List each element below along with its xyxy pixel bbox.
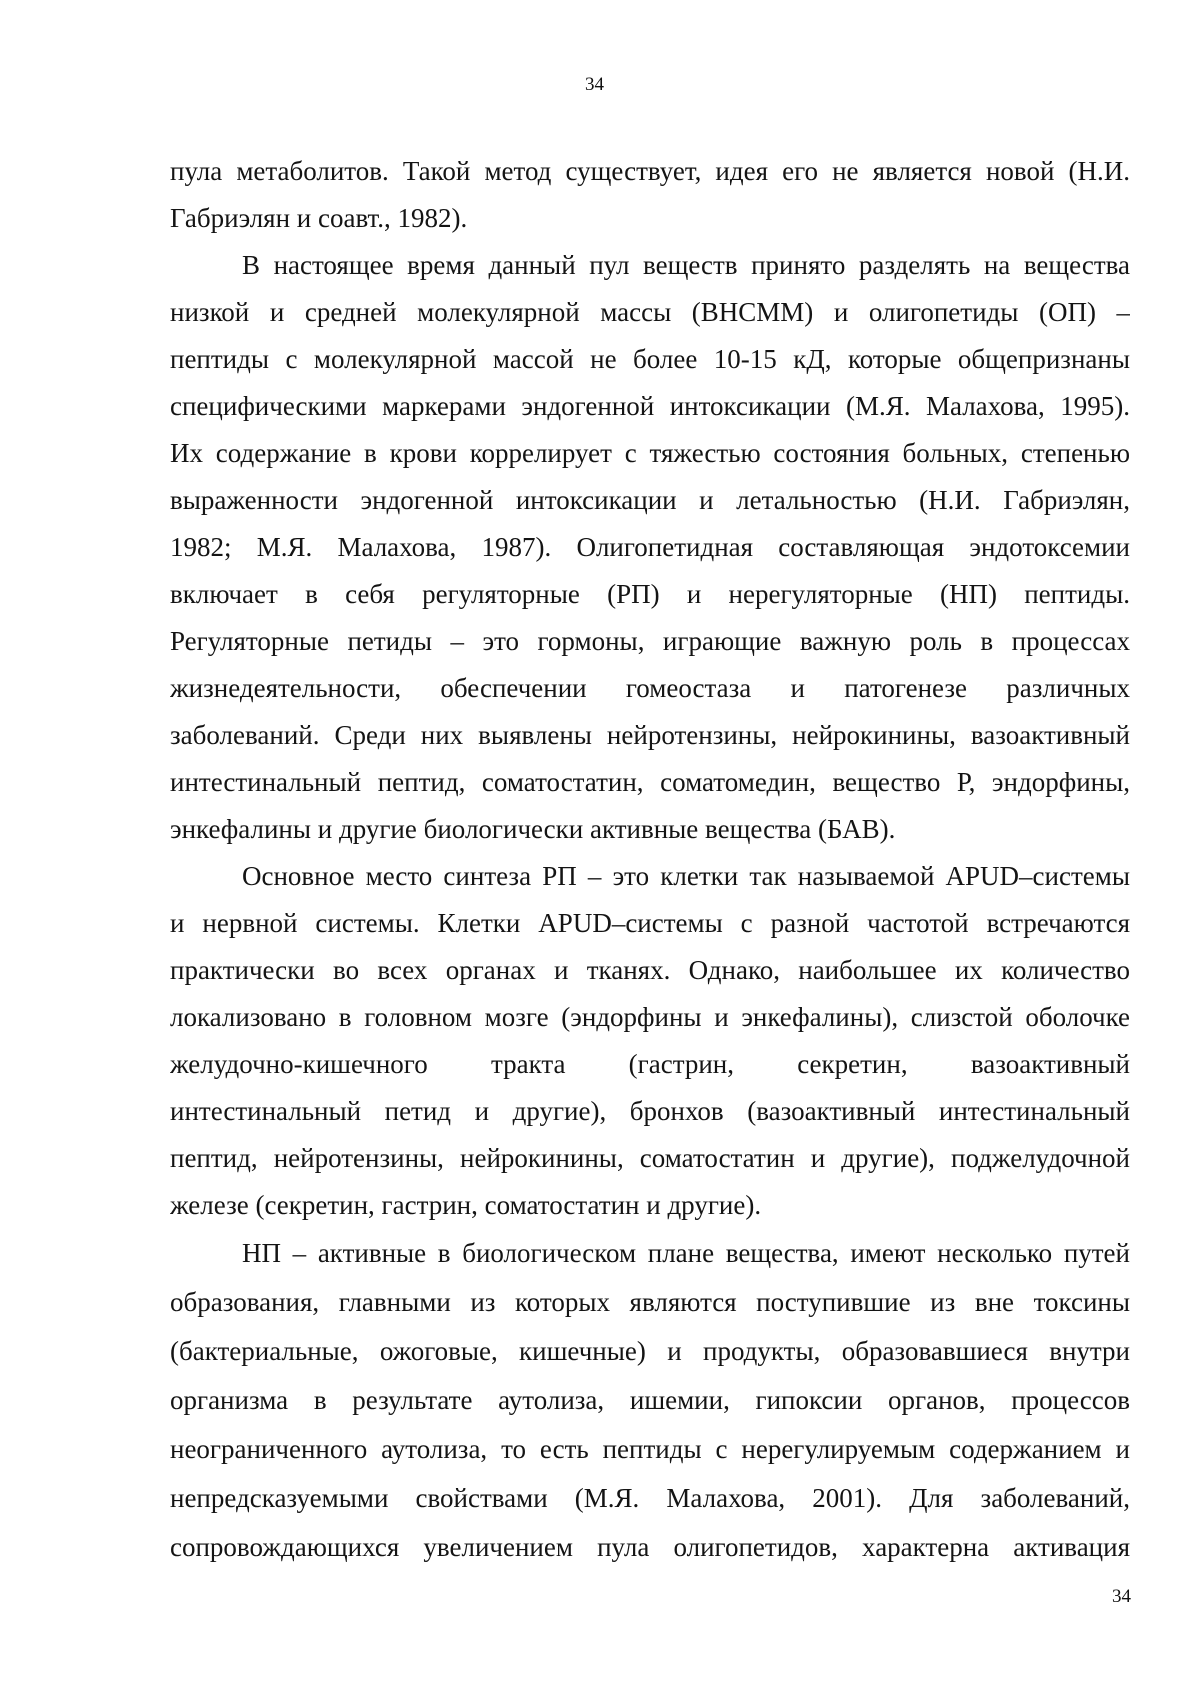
text-line: непредсказуемыми свойствами (М.Я. Малахова, 2001). Для заболеваний, — [170, 1483, 1130, 1513]
text-line: Габриэлян и соавт., 1982). — [170, 203, 468, 233]
text-line: НП – активные в биологическом плане вещества, имеют несколько путей — [242, 1238, 1130, 1268]
body-text — [170, 148, 1130, 1572]
text-line: специфическими маркерами эндогенной интоксикации (М.Я. Малахова, 1995). — [170, 391, 1130, 421]
text-line: практически во всех органах и тканях. Однако, наибольшее их количество — [170, 955, 1130, 985]
paragraph-3 — [170, 853, 1130, 1229]
text-line: образования, главными из которых являются поступившие из вне токсины — [170, 1287, 1130, 1317]
text-line: энкефалины и другие биологически активные вещества (БАВ). — [170, 814, 896, 844]
text-line: и нервной системы. Клетки APUD–системы с разной частотой встречаются — [170, 908, 1130, 938]
text-line: интестинальный пептид, соматостатин, соматомедин, вещество Р, эндорфины, — [170, 767, 1130, 797]
paragraph-2 — [170, 242, 1130, 853]
text-line: локализовано в головном мозге (эндорфины и энкефалины), слизстой оболочке — [170, 1002, 1130, 1032]
page-number-bottom: 34 — [1112, 1586, 1131, 1607]
text-line: организма в результате аутолиза, ишемии, гипоксии органов, процессов — [170, 1385, 1130, 1415]
text-line: Их содержание в крови коррелирует с тяжестью состояния больных, степенью — [170, 438, 1130, 468]
text-line: неограниченного аутолиза, то есть пептиды с нерегулируемым содержанием и — [170, 1434, 1130, 1464]
text-line: заболеваний. Среди них выявлены нейротензины, нейрокинины, вазоактивный — [170, 720, 1130, 750]
text-line: 1982; М.Я. Малахова, 1987). Олигопетидная составляющая эндотоксемии — [170, 532, 1130, 562]
paragraph-1 — [170, 148, 1130, 242]
text-line: Регуляторные петиды – это гормоны, играющие важную роль в процессах — [170, 626, 1130, 656]
text-line: (бактериальные, ожоговые, кишечные) и продукты, образовавшиеся внутри — [170, 1336, 1130, 1366]
text-line: желудочно-кишечного тракта (гастрин, секретин, вазоактивный — [170, 1049, 1130, 1079]
text-line: В настоящее время данный пул веществ принято разделять на вещества — [242, 250, 1130, 280]
text-line: включает в себя регуляторные (РП) и нерегуляторные (НП) пептиды. — [170, 579, 1130, 609]
text-line: пула метаболитов. Такой метод существует, идея его не является новой (Н.И. — [170, 156, 1130, 186]
text-line: пептиды с молекулярной массой не более 10-15 кД, которые общепризнаны — [170, 344, 1130, 374]
text-line: жизнедеятельности, обеспечении гомеостаза и патогенезе различных — [170, 673, 1130, 703]
text-line: интестинальный петид и другие), бронхов (вазоактивный интестинальный — [170, 1096, 1130, 1126]
text-line: низкой и средней молекулярной массы (ВНСММ) и олигопетиды (ОП) – — [170, 297, 1130, 327]
text-line: пептид, нейротензины, нейрокинины, соматостатин и другие), поджелудочной — [170, 1143, 1130, 1173]
text-line: сопровождающихся увеличением пула олигопетидов, характерна активация — [170, 1532, 1130, 1562]
page-number-top: 34 — [585, 74, 604, 95]
text-line: железе (секретин, гастрин, соматостатин и другие). — [170, 1190, 762, 1220]
paragraph-4 — [170, 1229, 1130, 1572]
text-line: выраженности эндогенной интоксикации и летальностью (Н.И. Габриэлян, — [170, 485, 1130, 515]
text-line: Основное место синтеза РП – это клетки так называемой APUD–системы — [242, 861, 1130, 891]
